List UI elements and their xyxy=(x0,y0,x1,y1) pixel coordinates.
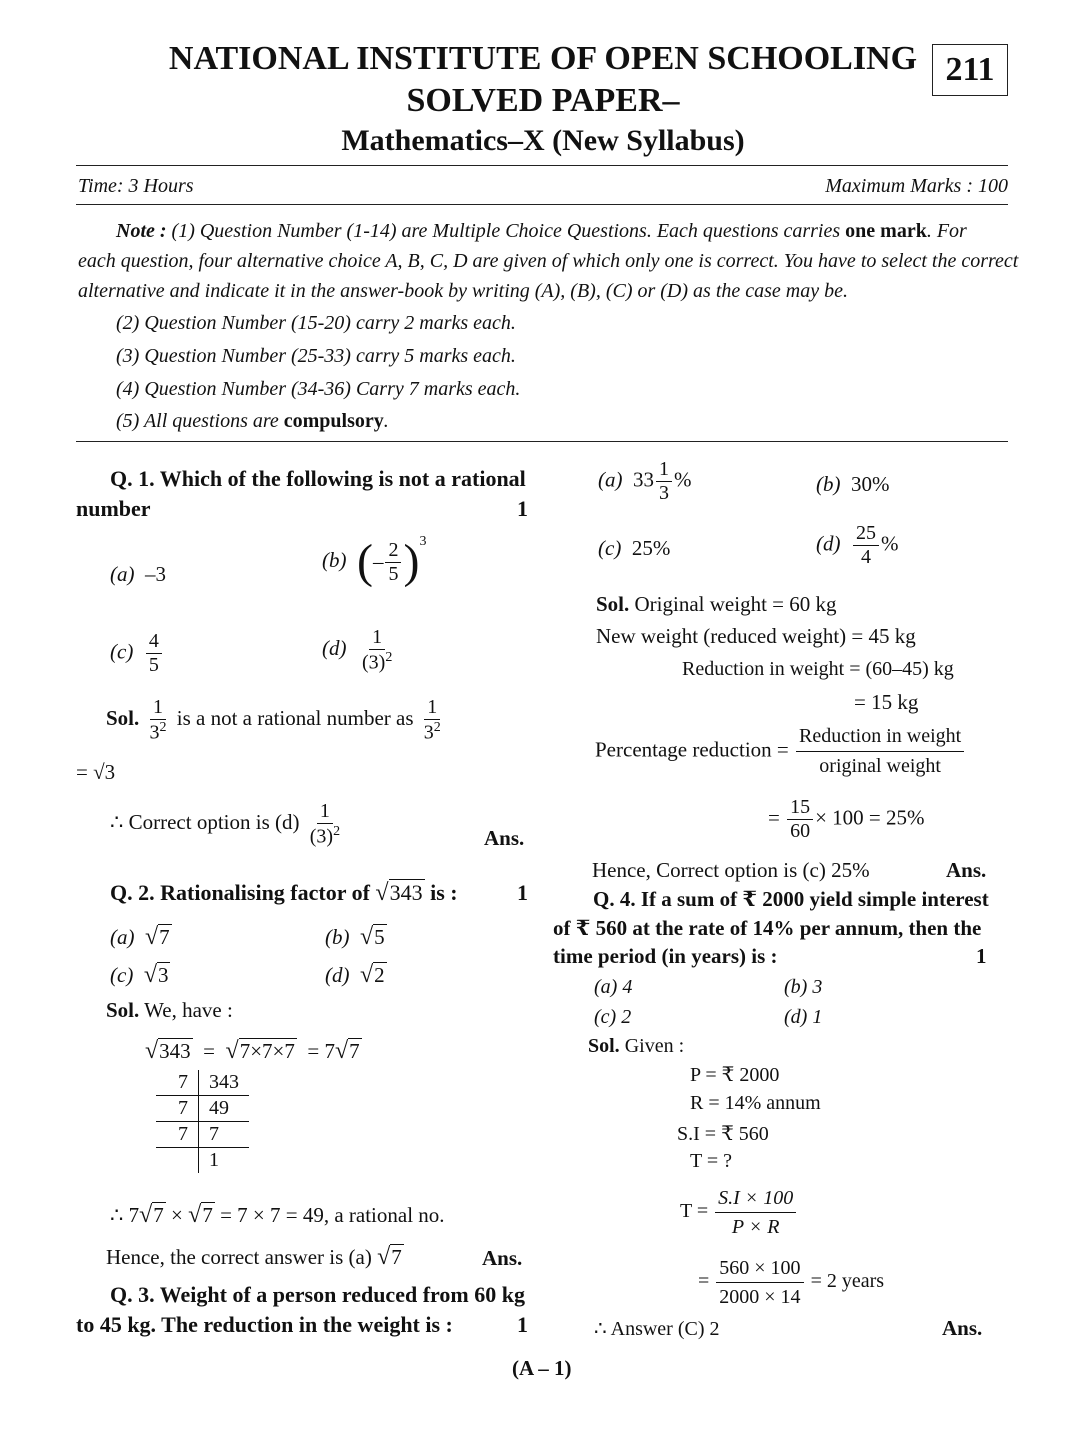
note-line-2: each question, four alternative choice A, B, C, D are given of which only one is correct. You have to select the correct xyxy=(78,250,1019,272)
q1-marks: 1 xyxy=(517,496,528,521)
note-rule xyxy=(76,441,1008,442)
q3-question: Q. 3. Weight of a person reduced from 60 kg xyxy=(110,1282,525,1307)
q2-result: ∴ 7√7 × √7 = 7 × 7 = 49, a rational no. xyxy=(110,1202,445,1228)
q2-hence: Hence, the correct answer is (a) √7 xyxy=(106,1244,402,1270)
q4-option-c: (c) 2 xyxy=(594,1006,632,1028)
q4-rate: R = 14% annum xyxy=(690,1092,821,1114)
note-line-3: alternative and indicate it in the answer-book by writing (A), (B), (C) or (D) as the case may be. xyxy=(78,280,848,302)
q1-option-a: (a) –3 xyxy=(110,562,166,586)
note-item-4: (4) Question Number (34-36) Carry 7 marks each. xyxy=(116,378,521,400)
q4-option-d: (d) 1 xyxy=(784,1006,823,1028)
q2-question: Q. 2. Rationalising factor of √343 is : xyxy=(110,880,458,906)
note-item-2: (2) Question Number (15-20) carry 2 marks each. xyxy=(116,312,516,334)
q4-question: Q. 4. If a sum of ₹ 2000 yield simple interest xyxy=(593,887,989,911)
q2-solution: Sol. We, have : xyxy=(106,998,233,1022)
q1-option-d: (d) $\frac{1}{(3)^2}$ xyxy=(322,626,393,674)
q3-question-line2: to 45 kg. The reduction in the weight is : xyxy=(76,1312,453,1337)
q2-ans: Ans. xyxy=(482,1246,523,1270)
q2-option-b: (b) √5 xyxy=(325,924,385,950)
q4-principal: P = ₹ 2000 xyxy=(690,1064,780,1086)
q1-solution-eq: = √3 xyxy=(76,760,116,784)
q4-solution: Sol. Given : xyxy=(588,1035,685,1057)
q2-option-a: (a) √7 xyxy=(110,924,170,950)
page-footer: (A – 1) xyxy=(512,1356,572,1380)
q1-option-b: (b) (– $\frac{2}{5}$ )$^3$ xyxy=(322,534,427,588)
q2-option-c: (c) √3 xyxy=(110,962,169,988)
max-marks-label: Maximum Marks : 100 xyxy=(825,175,1008,197)
page-number-box: 211 xyxy=(932,44,1008,96)
q4-option-a: (a) 4 xyxy=(594,976,633,998)
q1-solution: Sol. $\frac{1}{3^2}$ is a not a rational number as $\frac{1}{3^2}$ xyxy=(106,696,441,744)
q4-marks: 1 xyxy=(976,944,987,968)
q1-correct-option: ∴ Correct option is (d) $\frac{1}{(3)^2}$ xyxy=(110,800,341,848)
subject-title: Mathematics–X (New Syllabus) xyxy=(341,124,745,157)
q1-question-line2: number xyxy=(76,496,151,521)
q4-time: T = ? xyxy=(690,1150,733,1172)
time-label: Time: 3 Hours xyxy=(78,175,194,197)
q3-solution-3: Reduction in weight = (60–45) kg xyxy=(682,658,954,680)
q1-option-c: (c) $\frac{4}{5}$ xyxy=(110,630,164,677)
q3-hence: Hence, Correct option is (c) 25% xyxy=(592,858,870,882)
q3-percentage-calc: = $\frac{15}{60}$ × 100 = 25% xyxy=(768,796,925,842)
q1-ans: Ans. xyxy=(484,826,525,850)
institute-title: NATIONAL INSTITUTE OF OPEN SCHOOLING xyxy=(168,40,918,77)
q3-option-b: (b) 30% xyxy=(816,472,890,496)
note-item-5: (5) All questions are compulsory. xyxy=(116,410,389,432)
q4-ans: Ans. xyxy=(942,1316,983,1340)
q3-option-c: (c) 25% xyxy=(598,536,671,560)
q4-answer: ∴ Answer (C) 2 xyxy=(594,1318,720,1340)
note-line-1: Note : (1) Question Number (1-14) are Multiple Choice Questions. Each questions carries one mark. For xyxy=(116,220,967,242)
q3-solution-4: = 15 kg xyxy=(854,690,919,714)
q3-percentage-formula: Percentage reduction = $\frac{\text{Reduction in weight}}{\text{original weight}}$ xyxy=(595,722,966,781)
header-rule-top xyxy=(76,165,1008,166)
q4-option-b: (b) 3 xyxy=(784,976,823,998)
q2-division-table: 7 343 7 49 7 7 1 xyxy=(156,1070,249,1173)
q4-question-line2: of ₹ 560 at the rate of 14% per annum, then the xyxy=(553,916,982,940)
q3-option-a: (a) 33 $\frac{1}{3}$ % xyxy=(598,458,692,504)
q3-solution-1: Sol. Original weight = 60 kg xyxy=(596,592,837,616)
q3-marks: 1 xyxy=(517,1312,528,1337)
q4-calculation: = $\frac{560 \times 100}{2000 \times 14}$ = 2 years xyxy=(698,1254,884,1311)
note-item-3: (3) Question Number (25-33) carry 5 marks each. xyxy=(116,345,516,367)
q3-option-d: (d) $\frac{25}{4}$ % xyxy=(816,522,899,568)
q4-si: S.I = ₹ 560 xyxy=(677,1123,769,1145)
q2-option-d: (d) √2 xyxy=(325,962,385,988)
header-rule-bottom xyxy=(76,204,1008,205)
q2-marks: 1 xyxy=(517,880,528,905)
q4-formula: T = $\frac{S.I \times 100}{P \times R}$ xyxy=(680,1184,798,1241)
q2-sqrt-equation: √343 = √7×7×7 = 7√7 xyxy=(145,1038,360,1064)
q4-question-line3: time period (in years) is : xyxy=(553,944,778,968)
q3-ans: Ans. xyxy=(946,858,987,882)
q3-solution-2: New weight (reduced weight) = 45 kg xyxy=(596,624,916,648)
q1-question: Q. 1. Which of the following is not a rational xyxy=(110,466,526,491)
paper-title: SOLVED PAPER– xyxy=(406,82,680,119)
